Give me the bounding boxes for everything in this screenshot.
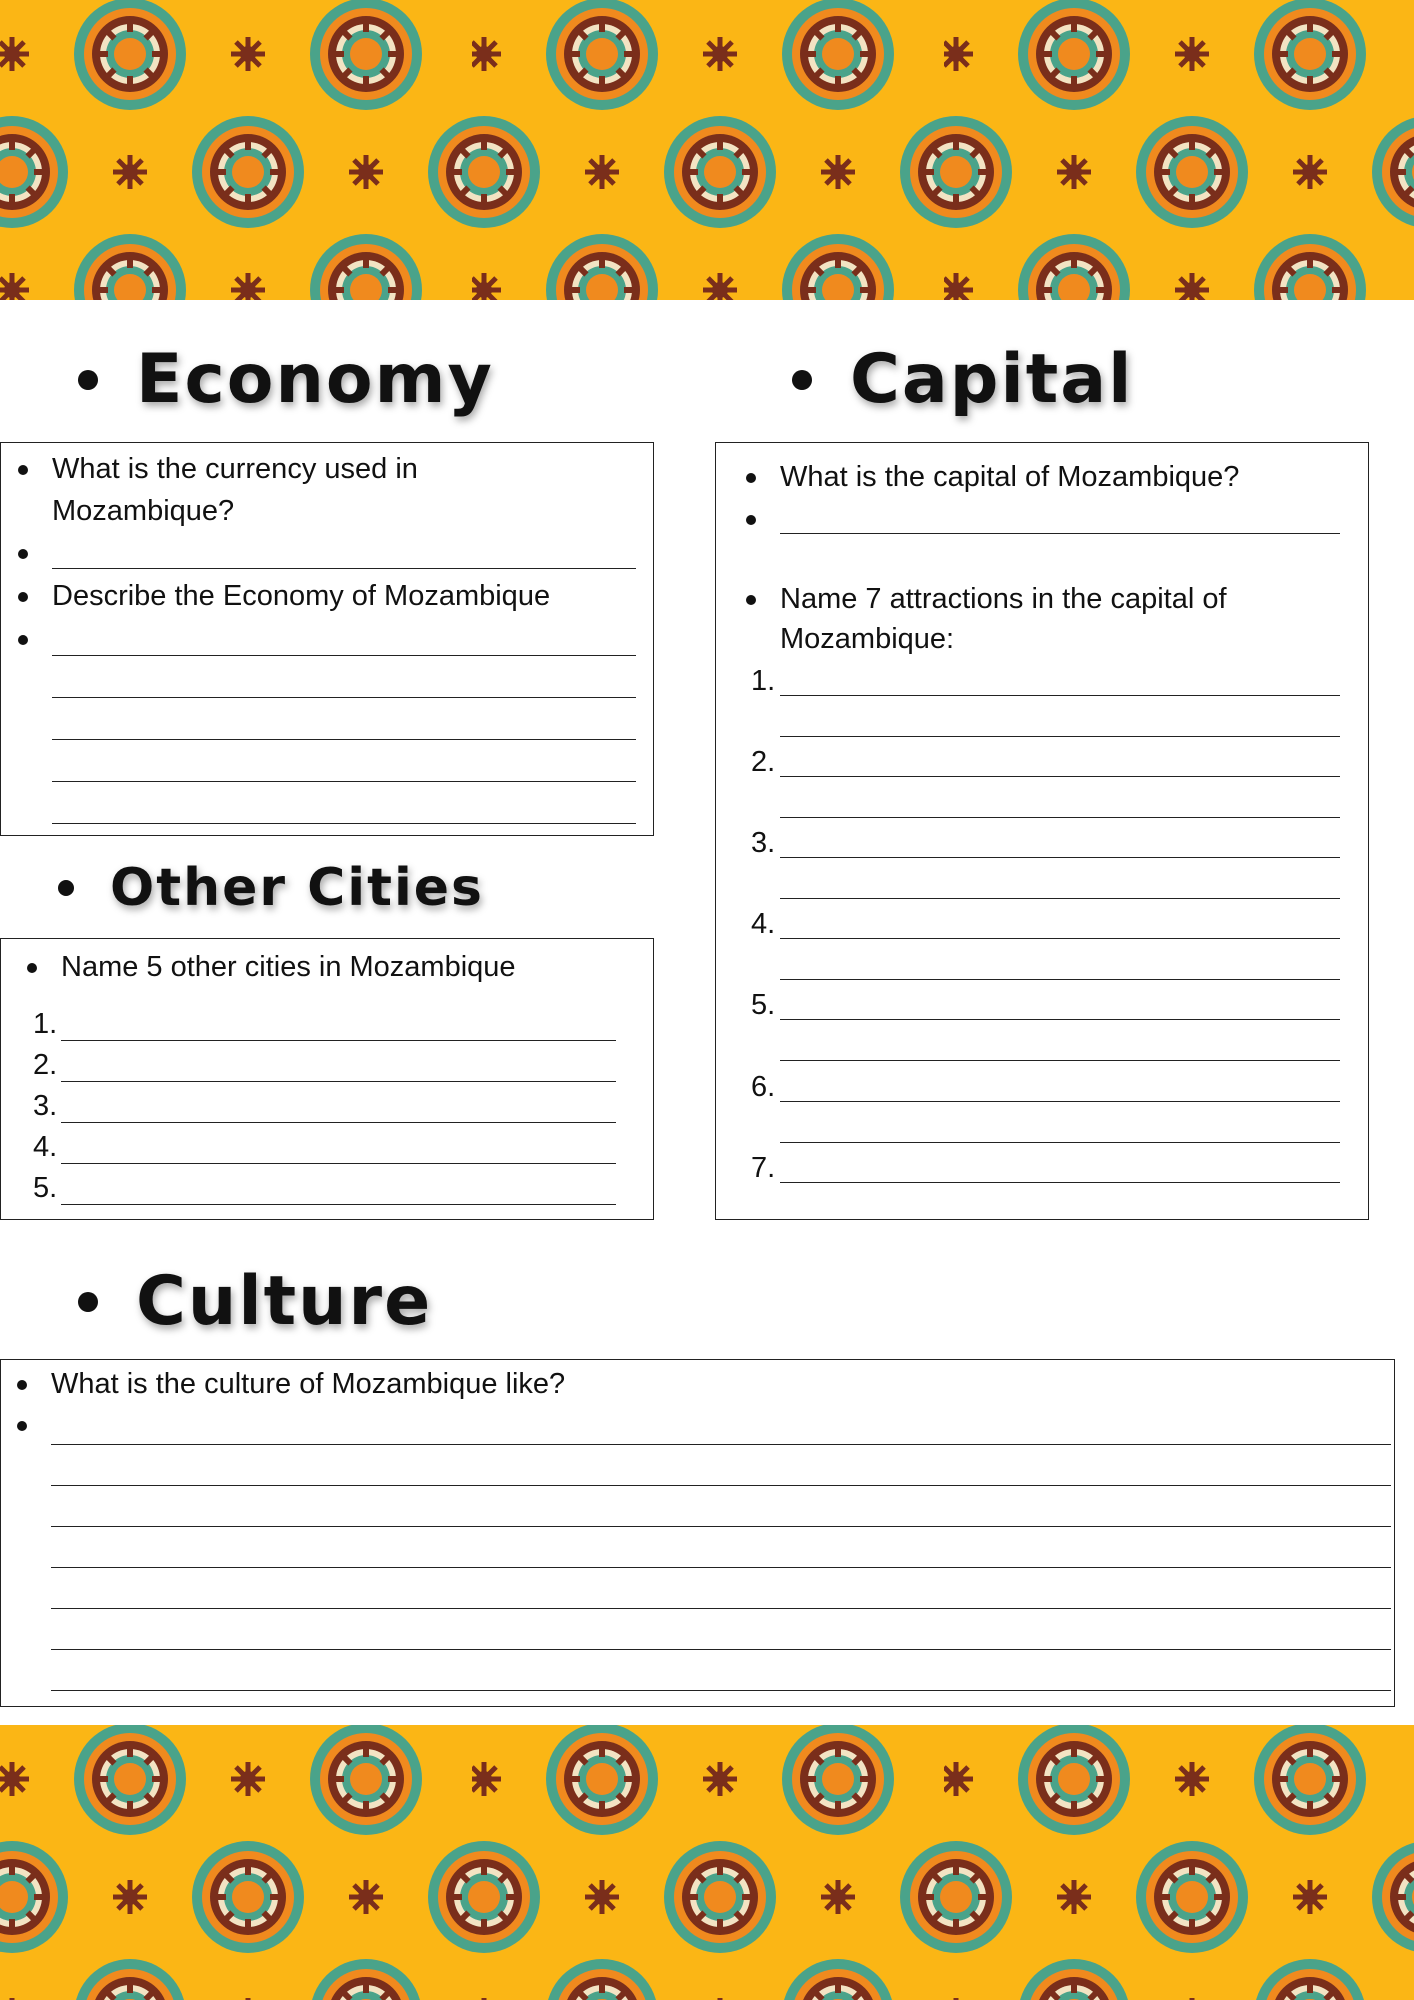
answer-line[interactable] — [52, 568, 636, 569]
list-number: 3. — [751, 827, 776, 859]
capital-question-attractions-cont: Mozambique: — [780, 623, 955, 655]
decorative-banner-bottom — [0, 1725, 1414, 2000]
bullet-icon — [792, 370, 812, 390]
answer-line[interactable] — [780, 1060, 1340, 1061]
answer-bullet — [52, 619, 636, 653]
answer-line[interactable] — [51, 1526, 1391, 1527]
culture-heading — [78, 1262, 432, 1341]
answer-bullet — [52, 533, 636, 567]
capital-box — [715, 442, 1369, 1220]
list-number: 1. — [751, 665, 776, 697]
bullet-icon — [78, 1292, 98, 1312]
answer-line[interactable] — [780, 817, 1340, 818]
answer-line[interactable] — [52, 697, 636, 698]
economy-heading — [78, 340, 494, 419]
answer-line[interactable] — [51, 1690, 1391, 1691]
bullet-icon — [78, 370, 98, 390]
answer-line[interactable] — [51, 1567, 1391, 1568]
capital-question-attractions: Name 7 attractions in the capital of — [780, 579, 1227, 619]
answer-line[interactable] — [780, 736, 1340, 737]
answer-line[interactable] — [780, 1182, 1340, 1183]
answer-line[interactable] — [61, 1204, 616, 1205]
answer-line[interactable] — [780, 1019, 1340, 1020]
answer-line[interactable] — [52, 739, 636, 740]
answer-line[interactable] — [780, 938, 1340, 939]
other-cities-heading — [58, 858, 484, 918]
answer-line[interactable] — [780, 857, 1340, 858]
capital-heading-text: Capital — [850, 340, 1134, 419]
list-number: 1. — [33, 1008, 58, 1040]
answer-line[interactable] — [51, 1444, 1391, 1445]
capital-question-name: What is the capital of Mozambique? — [780, 457, 1239, 497]
economy-question-describe: Describe the Economy of Mozambique — [52, 576, 550, 616]
list-number: 2. — [33, 1049, 58, 1081]
pattern-graphic — [0, 1725, 1414, 2000]
answer-line[interactable] — [51, 1608, 1391, 1609]
answer-line[interactable] — [61, 1040, 616, 1041]
pattern-graphic — [0, 0, 1414, 300]
capital-heading — [792, 340, 1133, 419]
list-number: 5. — [751, 989, 776, 1021]
answer-line[interactable] — [780, 776, 1340, 777]
other-cities-heading-text: Other Cities — [110, 858, 484, 918]
list-number: 3. — [33, 1090, 58, 1122]
answer-line[interactable] — [61, 1122, 616, 1123]
answer-line[interactable] — [52, 823, 636, 824]
list-number: 4. — [751, 908, 776, 940]
answer-line[interactable] — [51, 1485, 1391, 1486]
economy-box — [0, 442, 654, 836]
answer-line[interactable] — [61, 1081, 616, 1082]
list-number: 2. — [751, 746, 776, 778]
culture-question: What is the culture of Mozambique like? — [51, 1364, 565, 1404]
list-number: 4. — [33, 1131, 58, 1163]
culture-heading-text: Culture — [136, 1262, 433, 1341]
answer-line[interactable] — [51, 1649, 1391, 1650]
answer-line[interactable] — [780, 1101, 1340, 1102]
economy-heading-text: Economy — [136, 340, 494, 419]
economy-question-currency: What is the currency used in — [52, 449, 418, 489]
answer-line[interactable] — [61, 1163, 616, 1164]
answer-line[interactable] — [780, 1142, 1340, 1143]
list-number: 7. — [751, 1152, 776, 1184]
answer-line[interactable] — [52, 655, 636, 656]
answer-line[interactable] — [780, 898, 1340, 899]
other-cities-box — [0, 938, 654, 1220]
economy-question-currency-cont: Mozambique? — [52, 495, 235, 527]
answer-bullet — [780, 499, 1340, 533]
answer-bullet — [51, 1405, 1391, 1439]
answer-line[interactable] — [780, 695, 1340, 696]
list-number: 6. — [751, 1071, 776, 1103]
list-number: 5. — [33, 1172, 58, 1204]
other-cities-question: Name 5 other cities in Mozambique — [61, 947, 516, 987]
answer-line[interactable] — [780, 979, 1340, 980]
answer-line[interactable] — [52, 781, 636, 782]
answer-line[interactable] — [780, 533, 1340, 534]
culture-box — [0, 1359, 1395, 1707]
decorative-banner-top — [0, 0, 1414, 300]
bullet-icon — [58, 880, 74, 896]
